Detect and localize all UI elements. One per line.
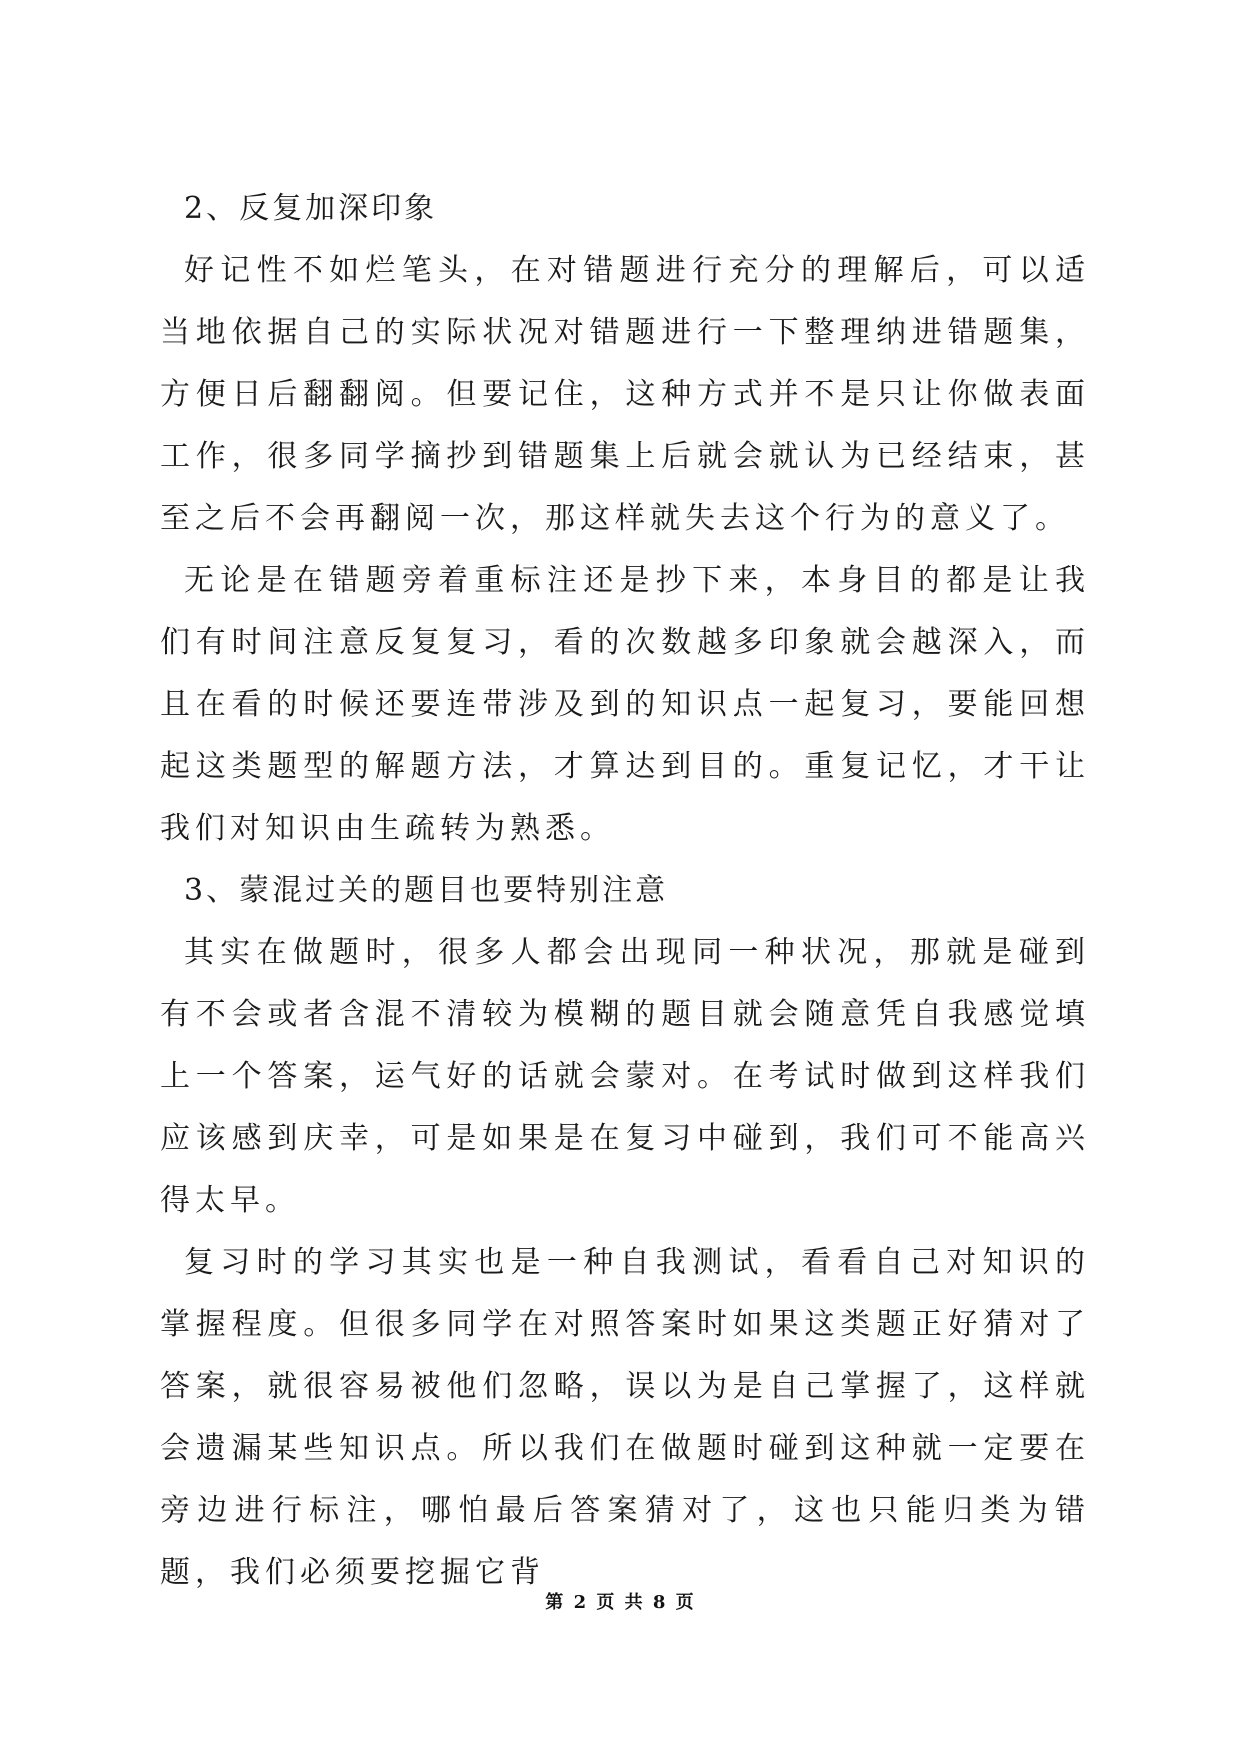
paragraph: 无论是在错题旁着重标注还是抄下来，本身目的都是让我们有时间注意反复复习，看的次数越多印象就会越深入，而且在看的时候还要连带涉及到的知识点一起复习，要能回想起这类题型的解题方法，才算达到目的。重复记忆，才干让我们对知识由生疏转为熟悉。	[160, 563, 1090, 846]
paragraph: 复习时的学习其实也是一种自我测试，看看自己对知识的掌握程度。但很多同学在对照答案时如果这类题正好猜对了答案，就很容易被他们忽略，误以为是自己掌握了，这样就会遗漏某些知识点。所以我们在做题时碰到这种就一定要在旁边进行标注，哪怕最后答案猜对了，这也只能归类为错题，我们必须要挖掘它背	[160, 1245, 1090, 1590]
paragraph: 其实在做题时，很多人都会出现同一种状况，那就是碰到有不会或者含混不清较为模糊的题目就会随意凭自我感觉填上一个答案，运气好的话就会蒙对。在考试时做到这样我们应该感到庆幸，可是如果是在复习中碰到，我们可不能高兴得太早。	[160, 935, 1090, 1218]
section-heading-3: 3、蒙混过关的题目也要特别注意	[184, 873, 669, 908]
page-number-footer: 第 2 页 共 8 页	[545, 1592, 696, 1613]
paragraph: 好记性不如烂笔头，在对错题进行充分的理解后，可以适当地依据自己的实际状况对错题进行一下整理纳进错题集，方便日后翻翻阅。但要记住，这种方式并不是只让你做表面工作，很多同学摘抄到错题集上后就会就认为已经结束，甚至之后不会再翻阅一次，那这样就失去这个行为的意义了。	[160, 253, 1090, 536]
section-heading-2: 2、反复加深印象	[184, 191, 438, 226]
document-body	[160, 178, 1090, 1604]
